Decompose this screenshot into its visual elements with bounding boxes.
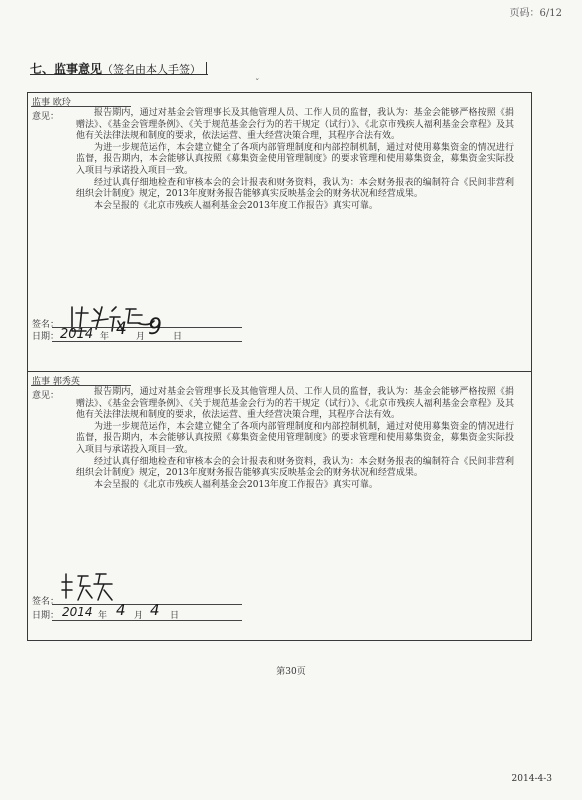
opinion-paragraph: 报告期内，通过对基金会管理事长及其他管理人员、工作人员的监督，我认为：基金会能够严格按照《捐赠法》、《基金会管理条例》、《关于规范基金会行为的若干规定（试行）》、《北京市残疾人福利基金会章程》及其他有关法律法规和制度的要求，依法运营、重大经营决策合理，其程序合法有效。	[76, 387, 514, 421]
date-year-handwritten: 2014	[62, 605, 93, 619]
opinion-paragraph: 本会呈报的《北京市残疾人福利基金会2013年度工作报告》真实可靠。	[94, 200, 378, 211]
opinion-paragraph: 经过认真仔细地检查和审核本会的会计报表和财务资料，我认为：本会财务报表的编制符合《民间非营利组织会计制度》规定，2013年度财务报告能够真实反映基金会的财务状况和经营成果。	[76, 456, 514, 479]
supervisor-name-underline	[31, 106, 131, 107]
supervisor-opinion-box-1	[27, 92, 532, 372]
supervisor-name: 监事 郭秀英	[32, 377, 80, 387]
date-year-char: 年	[100, 332, 110, 342]
opinion-text	[76, 108, 514, 212]
opinion-paragraph: 报告期内，通过对基金会管理事长及其他管理人员、工作人员的监督，我认为：基金会能够严格按照《捐赠法》、《基金会管理条例》、《关于规范基金会行为的若干规定（试行）》、《北京市残疾人福利基金会章程》及其他有关法律法规和制度的要求，依法运营、重大经营决策合理，其程序合法有效。	[76, 108, 514, 142]
date-label: 日期：	[32, 611, 60, 621]
section-title-text: 七、监事意见	[30, 62, 103, 76]
date-month-char: 月	[134, 611, 144, 621]
date-day-handwritten: 4	[150, 601, 160, 619]
page-indicator: 页码：6/12	[509, 8, 562, 19]
date-day-char: 日	[173, 332, 183, 342]
opinion-label: 意见：	[32, 112, 60, 122]
date-label: 日期：	[32, 332, 60, 342]
opinion-paragraph: 经过认真仔细地检查和审核本会的会计报表和财务资料，我认为：本会财务报表的编制符合《民间非营利组织会计制度》规定，2013年度财务报告能够真实反映基金会的财务状况和经营成果。	[76, 177, 514, 200]
date-month-handwritten: 4	[116, 601, 126, 619]
date-line	[52, 341, 242, 342]
section-divider	[206, 62, 207, 74]
opinion-paragraph: 本会呈报的《北京市残疾人福利基金会2013年度工作报告》真实可靠。	[94, 479, 378, 490]
supervisor-name: 监事 欧玲	[32, 98, 71, 108]
date-day-handwritten: 9	[148, 315, 162, 340]
signature-label: 签名：	[32, 320, 60, 330]
section-title-note: （签名由本人手签）	[102, 63, 202, 76]
date-year-handwritten: 2014	[60, 327, 94, 342]
print-date: 2014-4-3	[511, 774, 552, 784]
date-day-char: 日	[170, 611, 180, 621]
signature-label: 签名：	[32, 597, 60, 607]
page-number: 第30页	[276, 667, 306, 677]
section-underline	[30, 74, 208, 75]
date-year-char: 年	[98, 611, 108, 621]
scan-mark: ˇ	[255, 79, 260, 89]
date-month-char: 月	[136, 332, 146, 342]
opinion-label: 意见：	[32, 391, 60, 401]
opinion-paragraph: 为进一步规范运作，本会建立健全了各项内部管理制度和内部控制机制，通过对使用募集资金的情况进行监督，报告期内，本会能够认真按照《募集资金使用管理制度》的要求管理和使用募集资金，募集资金实际投入项目与承诺投入项目一致。	[76, 421, 514, 455]
date-line	[52, 620, 242, 621]
supervisor-name-underline	[31, 385, 131, 386]
date-month-handwritten: 4	[116, 319, 127, 339]
opinion-paragraph: 为进一步规范运作，本会建立健全了各项内部管理制度和内部控制机制，通过对使用募集资金的情况进行监督，报告期内，本会能够认真按照《募集资金使用管理制度》的要求管理和使用募集资金，募集资金实际投入项目与承诺投入项目一致。	[76, 142, 514, 176]
opinion-text	[76, 387, 514, 491]
supervisor-opinion-box-2	[27, 372, 532, 641]
handwritten-signature	[58, 568, 118, 606]
